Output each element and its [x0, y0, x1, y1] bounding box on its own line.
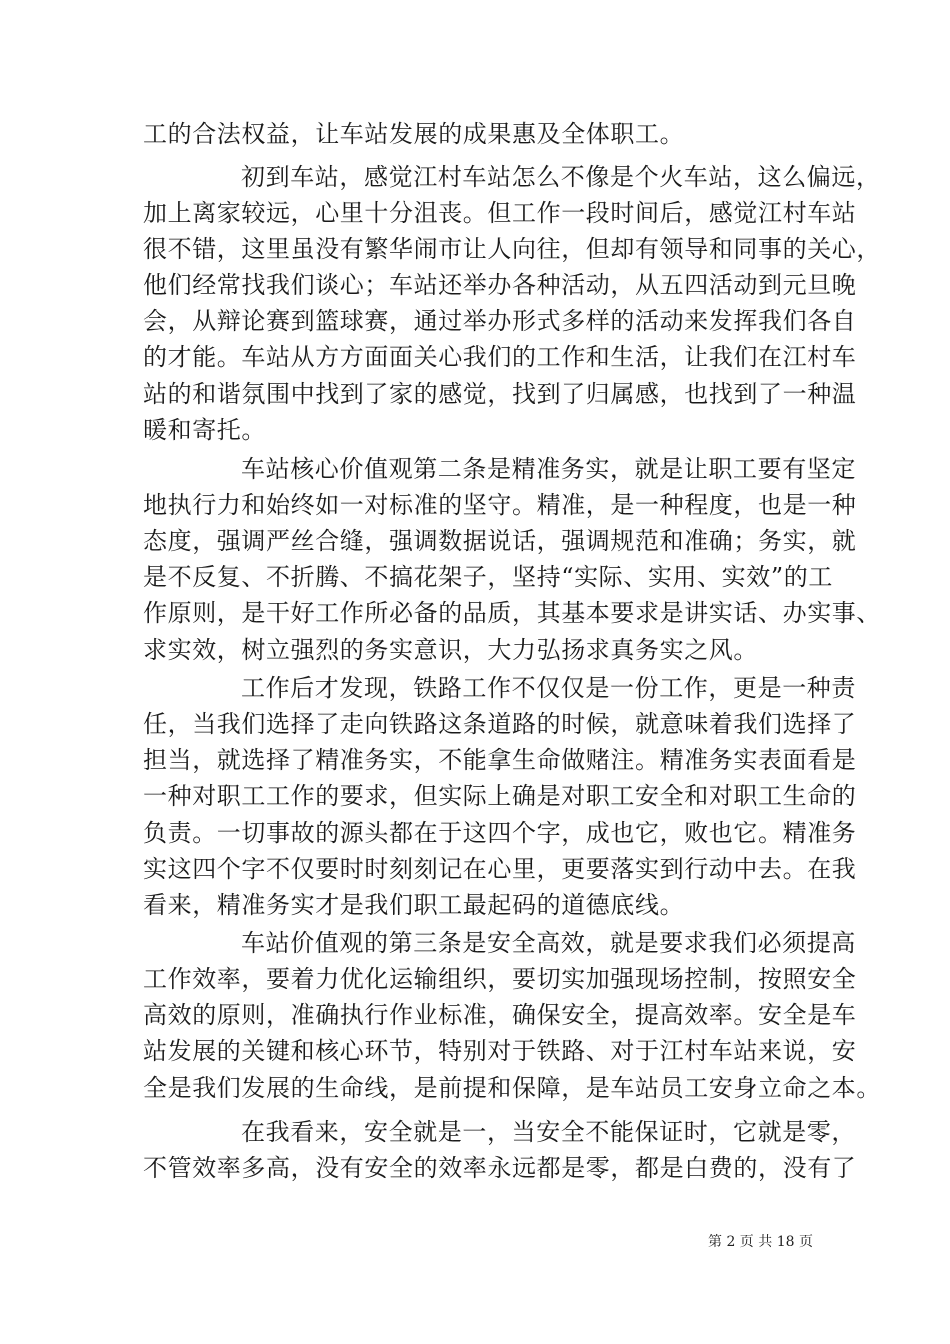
page-number: 第 2 页 共 18 页 [708, 1234, 813, 1250]
text-line: 看来，精准务实才是我们职工最起码的道德底线。 [143, 891, 685, 919]
text-line: 很不错，这里虽没有繁华闹市让人向往，但却有领导和同事的关心， [143, 235, 881, 263]
text-line: 工作效率，要着力优化运输组织，要切实加强现场控制，按照安全 [143, 965, 857, 993]
text-line: 态度，强调严丝合缝，强调数据说话，强调规范和准确；务实，就 [143, 527, 857, 555]
text-line: 任，当我们选择了走向铁路这条道路的时候，就意味着我们选择了 [143, 710, 857, 738]
text-line: 车站价值观的第三条是安全高效，就是要求我们必须提高 [241, 929, 856, 957]
text-line: 负责。一切事故的源头都在于这四个字，成也它，败也它。精准务 [143, 819, 857, 847]
text-line: 担当，就选择了精准务实，不能拿生命做赌注。精准务实表面看是 [143, 746, 857, 774]
text-line: 加上离家较远，心里十分沮丧。但工作一段时间后，感觉江村车站 [143, 199, 857, 227]
text-line: 车站核心价值观第二条是精准务实，就是让职工要有坚定 [241, 455, 856, 483]
text-line: 实这四个字不仅要时时刻刻记在心里，更要落实到行动中去。在我 [143, 855, 857, 883]
text-line: 工的合法权益，让车站发展的成果惠及全体职工。 [143, 120, 685, 148]
text-line: 站发展的关键和核心环节，特别对于铁路、对于江村车站来说，安 [143, 1037, 857, 1065]
text-line: 站的和谐氛围中找到了家的感觉，找到了归属感，也找到了一种温 [143, 380, 857, 408]
text-line: 作原则，是干好工作所必备的品质，其基本要求是讲实话、办实事、 [143, 599, 881, 627]
text-line: 高效的原则，准确执行作业标准，确保安全，提高效率。安全是车 [143, 1001, 857, 1029]
text-line: 不管效率多高，没有安全的效率永远都是零，都是白费的，没有了 [143, 1154, 857, 1182]
text-line: 工作后才发现，铁路工作不仅仅是一份工作，更是一种责 [241, 674, 856, 702]
text-line: 一种对职工工作的要求，但实际上确是对职工安全和对职工生命的 [143, 782, 857, 810]
text-line: 全是我们发展的生命线，是前提和保障，是车站员工安身立命之本。 [143, 1074, 881, 1102]
text-line: 他们经常找我们谈心；车站还举办各种活动，从五四活动到元旦晚 [143, 271, 857, 299]
text-line: 暖和寄托。 [143, 416, 266, 444]
text-line: 是不反复、不折腾、不搞花架子，坚持“实际、实用、实效”的工 [143, 563, 833, 591]
text-line: 初到车站，感觉江村车站怎么不像是个火车站，这么偏远， [241, 163, 881, 191]
text-line: 会，从辩论赛到篮球赛，通过举办形式多样的活动来发挥我们各自 [143, 307, 857, 335]
text-line: 地执行力和始终如一对标准的坚守。精准，是一种程度，也是一种 [143, 491, 857, 519]
text-line: 在我看来，安全就是一，当安全不能保证时，它就是零， [241, 1118, 856, 1146]
text-line: 的才能。车站从方方面面关心我们的工作和生活，让我们在江村车 [143, 343, 857, 371]
text-line: 求实效，树立强烈的务实意识，大力弘扬求真务实之风。 [143, 636, 758, 664]
